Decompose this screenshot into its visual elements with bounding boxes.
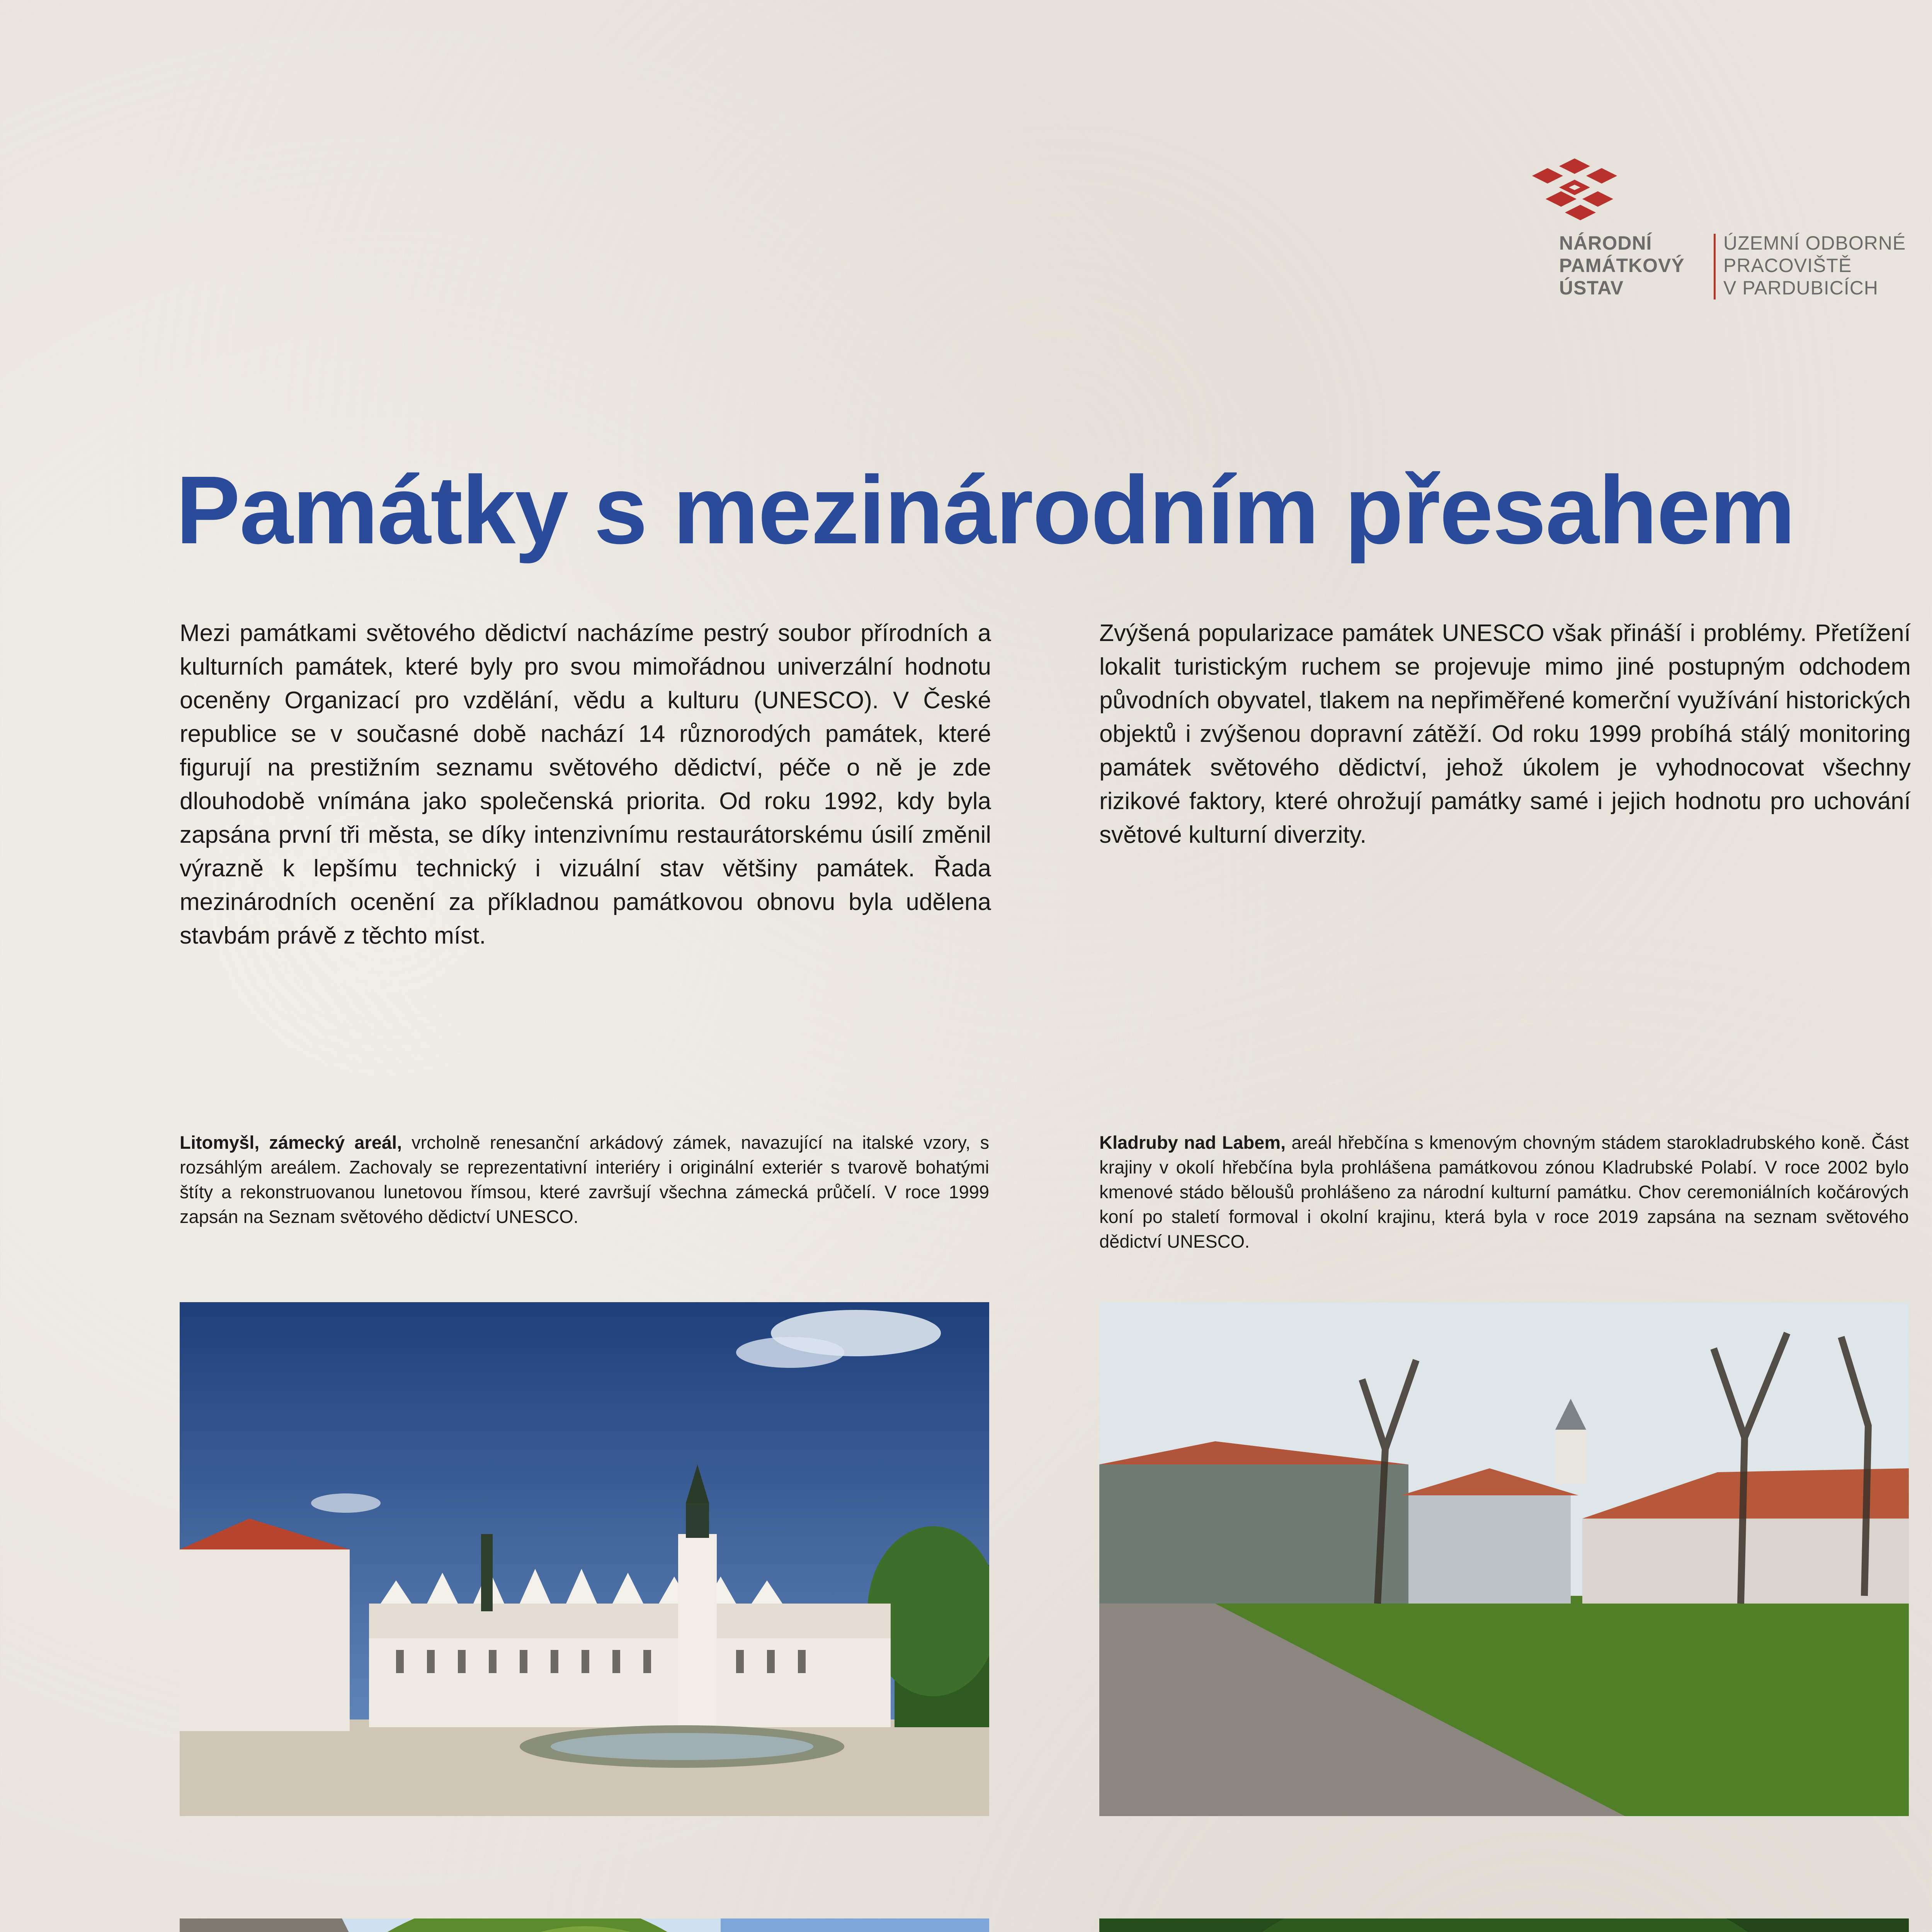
logo-org-line: ÚSTAV	[1559, 277, 1624, 299]
litomysl-castle-photo	[180, 1302, 989, 1816]
logo-branch-line: V PARDUBICÍCH	[1723, 277, 1879, 299]
litomysl-description: vrcholně renesanční arkádový zámek, navazující na italské vzory, s rozsáhlým areálem. Zachovaly se reprezentativní interiéry i originální exteriér s tvarově bohatými štíty a rekonstruovanou lunetovou římsou, které završují všechna zámecká průčelí. V roce 1999 zapsán na Seznam světového dědictví UNESCO.	[180, 1132, 989, 1227]
kladruby-tree-alley-photo	[1099, 1918, 1909, 1932]
logo-divider	[1714, 234, 1716, 299]
intro-right-paragraph: Zvýšená popularizace památek UNESCO však přináší i problémy. Přetížení lokalit turistickým ruchem se projevuje mimo jiné postupným odchodem původních obyvatel, tlakem na nepřiměřené komerční využívání historických objektů i zvýšenou dopravní zátěží. Od roku 1999 probíhá stálý monitoring památek světového dědictví, jehož úkolem je vyhodnocovat všechny rizikové faktory, které ohrožují památky samé i jejich hodnotu pro uchování světové kulturní diverzity.	[1099, 620, 1911, 848]
page-title: Památky s mezinárodním přesahem	[176, 456, 1795, 564]
kladruby-description: areál hřebčína s kmenovým chovným stádem starokladrubského koně. Část krajiny v okolí hřebčína byla prohlášena památkovou zónou Kladrubské Polabí. V roce 2002 bylo kmenové stádo běloušů prohlášeno za národní kulturní památku. Chov ceremoniálních kočárových koní po staletí formoval i okolní krajinu, která byla v roce 2019 zapsána na seznam světového dědictví UNESCO.	[1099, 1132, 1909, 1252]
logo-branch-name	[1723, 232, 1932, 299]
logo-branch-line: ÚZEMNÍ ODBORNÉ	[1723, 232, 1906, 254]
litomysl-caption	[180, 1130, 989, 1229]
logo-org-line: NÁRODNÍ	[1559, 232, 1652, 254]
logo-org-name	[1559, 232, 1706, 299]
litomysl-park-statue-photo	[180, 1918, 989, 1932]
logo-org-line: PAMÁTKOVÝ	[1559, 255, 1685, 276]
litomysl-name: Litomyšl, zámecký areál,	[180, 1132, 402, 1153]
kladruby-name: Kladruby nad Labem,	[1099, 1132, 1286, 1153]
kladruby-caption	[1099, 1130, 1909, 1254]
kladruby-stud-farm-photo	[1099, 1302, 1909, 1816]
intro-left-paragraph: Mezi památkami světového dědictví nacházíme pestrý soubor přírodních a kulturních památek, které byly pro svou mimořádnou univerzální hodnotu oceněny Organizací pro vzdělání, vědu a kulturu (UNESCO). V České republice se v současné době nachází 14 různorodých památek, které figurují na prestižním seznamu světového dědictví, péče o ně je zde dlouhodobě vnímána jako společenská priorita. Od roku 1992, kdy byla zapsána první tři města, se díky intenzivnímu restaurátorskému úsilí změnil výrazně k lepšímu technický i vizuální stav většiny památek. Řada mezinárodních ocenění za příkladnou památkovou obnovu byla udělena stavbám právě z těchto míst.	[180, 620, 991, 949]
npu-logo-icon	[1532, 158, 1627, 224]
logo-branch-line: PRACOVIŠTĚ	[1723, 255, 1852, 276]
